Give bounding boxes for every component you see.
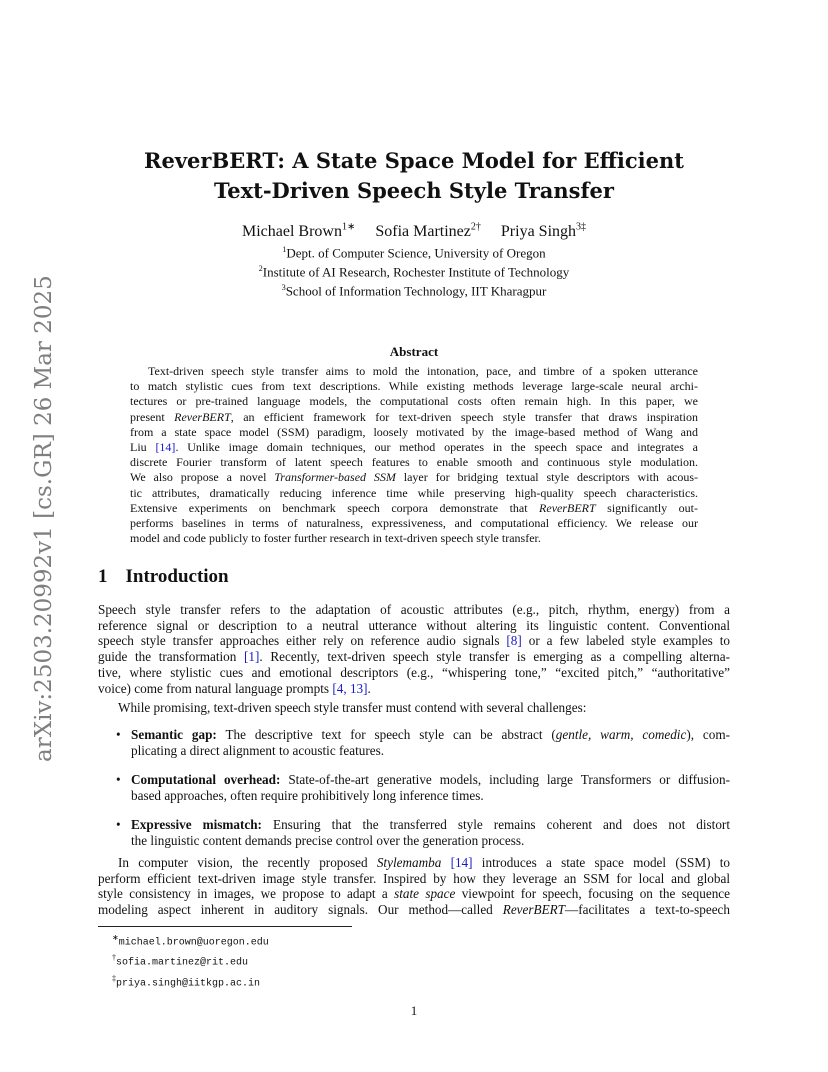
text-run: . Recently, text-driven speech style transfer is emerging as a compelling alterna- <box>259 649 730 665</box>
author-mark: 2† <box>470 222 481 233</box>
italic-run: ReverBERT <box>502 902 566 918</box>
page-number: 1 <box>410 1003 418 1018</box>
text-run: style consistency in images, we propose to adapt a <box>98 886 395 902</box>
body-line: plicating a direct alignment to acoustic features. <box>131 742 385 758</box>
intro-paragraph-3 <box>98 855 730 918</box>
text-run: In computer vision, the recently proposed <box>118 855 377 870</box>
affiliation-mark: 3 <box>281 283 286 292</box>
footnote-divider <box>98 926 352 927</box>
bullet-icon: • <box>116 771 121 787</box>
abstract-line: performs baselines in terms of naturalness, expressiveness, and computational efficiency. We release our <box>130 516 698 531</box>
footnote-email: sofia.martinez@rit.edu <box>116 957 249 969</box>
text-run: We also propose a novel <box>130 470 275 485</box>
body-line <box>131 817 730 833</box>
body-line <box>98 681 730 697</box>
text-run: Liu <box>130 440 156 455</box>
body-line <box>98 855 730 871</box>
abstract-heading: Abstract <box>389 344 439 359</box>
intro-paragraph-2 <box>98 700 730 716</box>
bullet-icon: • <box>116 816 121 832</box>
body-line: based approaches, often require prohibitively long inference times. <box>131 787 484 803</box>
abstract-line <box>130 501 698 516</box>
italic-run: ReverBERT <box>174 409 231 424</box>
italic-run: Stylemamba <box>376 855 442 870</box>
text-run: Ensuring that the transferred style remains coherent and does not distort <box>261 816 730 832</box>
abstract-line <box>130 410 698 425</box>
footnote-mark: † <box>112 953 116 963</box>
italic-run: gentle, warm, comedic <box>555 727 687 742</box>
text-run: layer for bridging textual style descriptors with acous- <box>395 470 699 485</box>
abstract-line: tectures or pre-trained language models, the computational costs often remain high. In this paper, we <box>130 394 698 409</box>
citation-link[interactable]: [8] <box>506 633 522 649</box>
footnotes <box>112 930 269 991</box>
abstract-line: tic attributes, dramatically reducing inference time while preserving high-quality speech characteristics. <box>130 485 698 500</box>
citation-link[interactable]: [1] <box>244 649 260 665</box>
challenge-list <box>98 727 730 862</box>
text-run: viewpoint for speech, focusing on the sequence <box>455 886 730 902</box>
body-line: reference signal or description to a neutral utterance without altering its linguistic content. Conventional <box>98 617 730 633</box>
citation-link[interactable]: [14] <box>450 855 473 870</box>
body-line: the linguistic content demands precise control over the generation process. <box>131 832 525 848</box>
list-item <box>98 727 730 758</box>
text-run: guide the transformation <box>98 649 245 665</box>
abstract-line <box>130 470 698 485</box>
abstract-line: from a state space model (SSM) paradigm, loosely motivated by the image-based method of Wang and <box>130 424 698 439</box>
abstract-line: to match stylistic cues from text descriptions. While existing methods leverage large-scale neural archi- <box>130 379 698 394</box>
text-run: ), com- <box>686 727 731 742</box>
italic-run: state space <box>394 886 456 902</box>
body-line <box>98 649 730 665</box>
footnote-mark: ‡ <box>112 973 116 983</box>
body-line <box>98 886 730 902</box>
text-run: —facilitates a text-to-speech <box>565 902 730 918</box>
italic-run: ReverBERT <box>539 500 596 515</box>
author <box>375 223 481 240</box>
body-line <box>131 772 730 788</box>
footnote-mark: ∗ <box>112 933 119 942</box>
title-line-2: Text-Driven Speech Style Transfer <box>214 178 614 203</box>
affiliation-text: School of Information Technology, IIT Kharagpur <box>285 283 547 299</box>
section-number: 1 <box>98 566 108 587</box>
author-mark: 1∗ <box>341 222 356 233</box>
citation-link[interactable]: [14] <box>155 440 176 455</box>
text-run: . Unlike image domain techniques, our method operates in the speech space and integrates a <box>175 440 698 455</box>
author <box>501 223 586 240</box>
italic-run: Transformer-based SSM <box>274 470 396 485</box>
body-line: perform efficient text-driven image style transfer. Inspired by how they leverage an SSM for local and global <box>98 870 730 886</box>
section-title: Introduction <box>125 566 229 587</box>
text-run: speech style transfer approaches either rely on reference audio signals <box>98 633 507 649</box>
affiliation-text: Dept. of Computer Science, University of Oregon <box>286 245 546 261</box>
text-run: State-of-the-art generative models, including large Transformers or diffusion- <box>280 771 730 787</box>
text-run: introduces a state space model (SSM) to <box>472 855 731 870</box>
text-run: . <box>367 680 371 696</box>
affiliation <box>100 283 728 299</box>
body-line: While promising, text-driven speech style transfer must contend with several challenges: <box>118 700 587 715</box>
footnote <box>112 930 269 950</box>
body-line <box>98 633 730 649</box>
abstract-line: discrete Fourier transform of latent speech features to enable smooth and continuous style modulation. <box>130 455 698 470</box>
abstract-line <box>130 440 698 455</box>
bullet-term: Expressive mismatch: <box>131 816 262 832</box>
affiliation-mark: 2 <box>258 264 263 273</box>
title-line-1: ReverBERT: A State Space Model for Efficient <box>144 148 684 173</box>
affiliation-text: Institute of AI Research, Rochester Institute of Technology <box>262 264 570 280</box>
text-run: , an efficient framework for text-driven speech style transfer that draws inspiration <box>230 409 698 424</box>
abstract-body <box>130 364 698 546</box>
author-list <box>100 222 728 241</box>
bullet-term: Semantic gap: <box>131 727 217 742</box>
body-line: Speech style transfer refers to the adaptation of acoustic attributes (e.g., pitch, rhythm, energy) from a <box>98 602 730 617</box>
footnote <box>112 971 269 991</box>
affiliation-mark: 1 <box>282 245 287 254</box>
body-line: tive, where stylistic cues and emotional descriptors (e.g., “whispering tone,” “excited pitch,” “authoritative” <box>98 664 730 680</box>
arxiv-stamp: arXiv:2503.20992v1 [cs.GR] 26 Mar 2025 <box>31 275 57 762</box>
affiliation <box>100 245 728 261</box>
text-run: or a few labeled style examples to <box>521 633 730 649</box>
citation-link[interactable]: [4, 13] <box>332 680 368 696</box>
paper-title <box>100 146 728 206</box>
author-name: Sofia Martinez <box>375 223 471 241</box>
footnote-email: michael.brown@uoregon.edu <box>118 937 269 949</box>
intro-paragraph-1 <box>98 602 730 696</box>
affiliation <box>100 264 728 280</box>
section-heading <box>98 566 229 588</box>
text-run: The descriptive text for speech style can be abstract ( <box>216 727 556 742</box>
body-line <box>98 902 730 918</box>
author-mark: 3‡ <box>576 222 587 233</box>
text-run: significantly out- <box>595 500 698 515</box>
text-run: voice) come from natural language prompts <box>98 680 333 696</box>
bullet-icon: • <box>116 727 121 742</box>
text-run: present <box>130 409 175 424</box>
list-item <box>98 772 730 803</box>
footnote-email: priya.singh@iitkgp.ac.in <box>116 977 261 989</box>
author <box>242 223 355 240</box>
author-name: Michael Brown <box>241 223 342 241</box>
author-name: Priya Singh <box>500 223 577 241</box>
abstract-line: model and code publicly to foster further research in text-driven speech style transfer. <box>130 531 541 546</box>
footnote <box>112 950 269 970</box>
text-run: modeling aspect inherent in auditory signals. Our method—called <box>98 902 503 918</box>
list-item <box>98 817 730 848</box>
abstract-line: Text-driven speech style transfer aims to mold the intonation, pace, and timbre of a spoken utterance <box>148 364 698 378</box>
body-line <box>131 727 730 743</box>
bullet-term: Computational overhead: <box>131 771 281 787</box>
text-run: Extensive experiments on benchmark speech corpora demonstrate that <box>130 500 540 515</box>
